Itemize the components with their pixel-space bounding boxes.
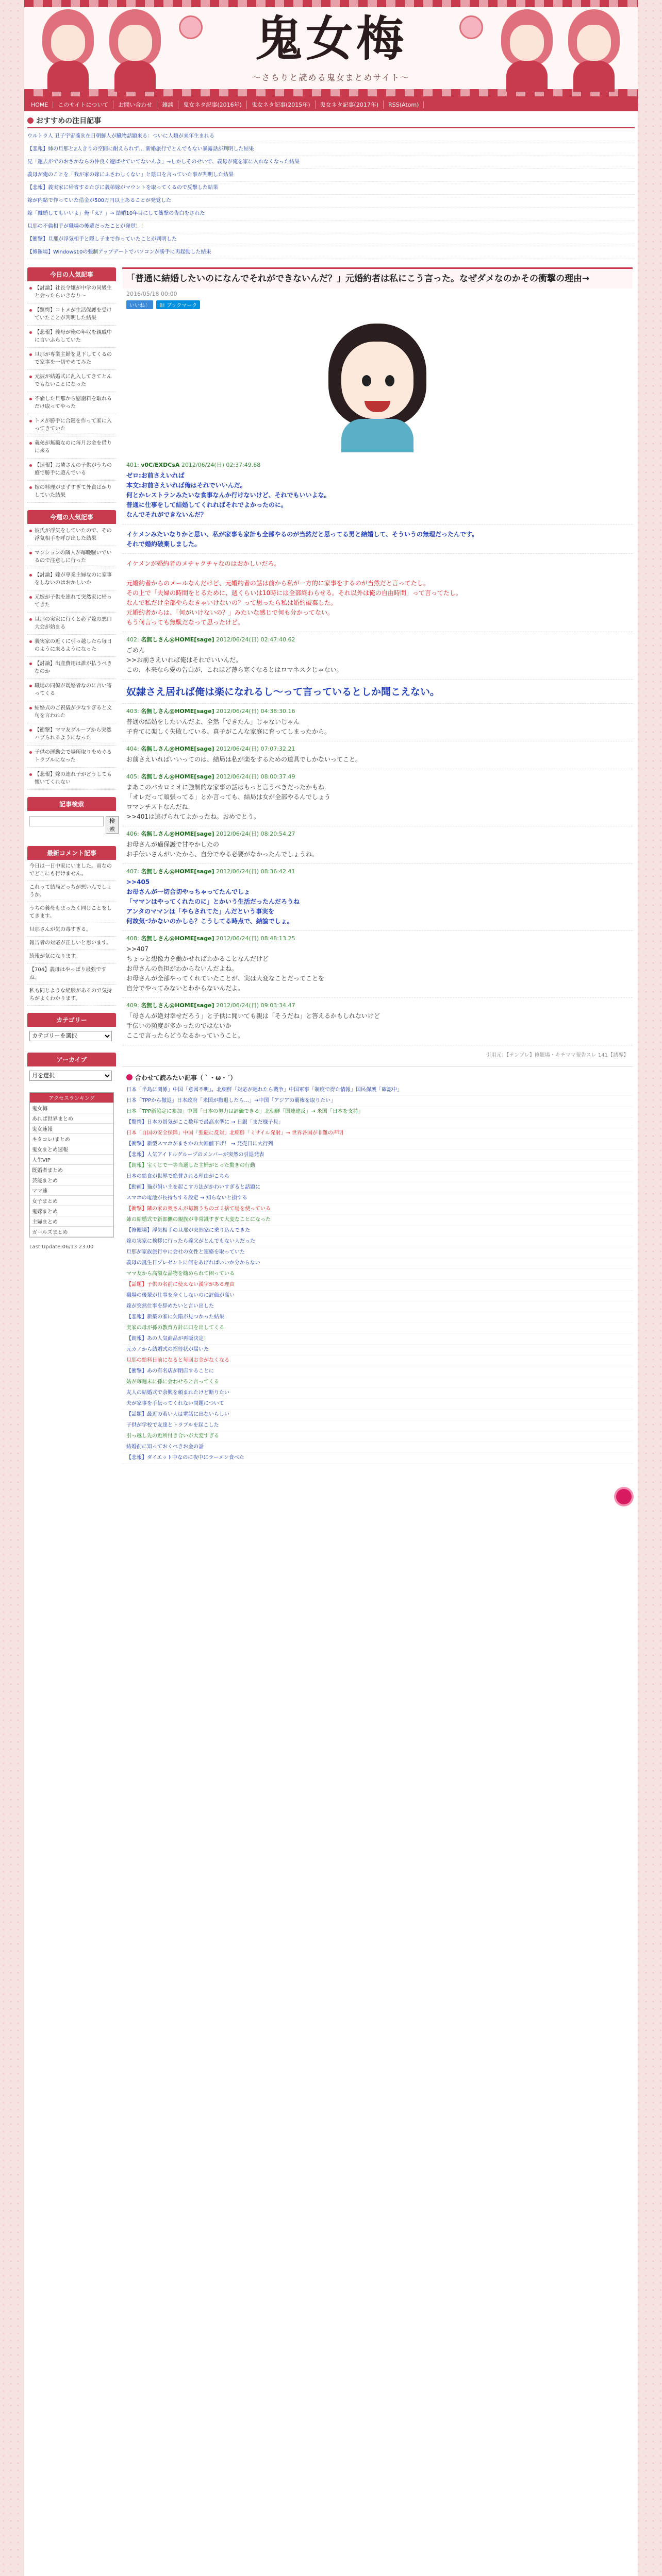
post-date: 2012/06/24(日) 08:20:54.27 xyxy=(216,831,295,837)
related-item[interactable]: 日本「TPP新協定に参加」中国「日本の努力は評価できる」北朝鮮「国連違反」→ 米国「日本を支持」 xyxy=(122,1107,633,1117)
article-date: 2016/05/18 00:00 xyxy=(126,291,177,297)
related-item[interactable]: 嫁の実家に挨拶に行ったら義父がとんでもない人だった xyxy=(122,1236,633,1247)
recommend-item[interactable]: 【衝撃】旦那が浮気相手と隠し子まで作っていたことが判明した xyxy=(27,233,635,246)
access-ranking-title: アクセスランキング xyxy=(30,1093,113,1103)
like-button[interactable]: いいね！ xyxy=(126,300,153,309)
related-item[interactable]: 日本の給食が世界で絶賛される理由がこちら xyxy=(122,1172,633,1182)
post xyxy=(122,741,633,769)
popular-item[interactable]: トメが勝手に合鍵を作って家に入ってきていた xyxy=(27,414,116,436)
site-header xyxy=(24,0,638,98)
related-item[interactable]: 旦那が家族旅行中に会社の女性と連絡を取っていた xyxy=(122,1247,633,1258)
related-item[interactable]: 【動画】猫が飼い主を起こす方法がかわいすぎると話題に xyxy=(122,1182,633,1193)
archive-select[interactable] xyxy=(29,1071,112,1081)
post-header xyxy=(126,1001,628,1009)
related-item[interactable]: 職場の後輩が仕事を全くしないのに評価が高い xyxy=(122,1291,633,1301)
source-citation[interactable]: 引用元：【テンプレ】修羅場・キチママ報告スレ 141【誘導】 xyxy=(122,1045,633,1067)
access-item[interactable]: 芸能まとめ xyxy=(30,1175,113,1185)
post-author: 名無しさん@HOME[sage] xyxy=(141,745,214,752)
thread-posts xyxy=(122,457,633,1045)
weekly-item[interactable]: 【討論】出産費用は誰が払うべきなのか xyxy=(27,657,116,679)
post xyxy=(122,457,633,524)
access-item[interactable]: 鬼女まとめ速報 xyxy=(30,1144,113,1155)
recommend-item[interactable]: 【修羅場】Windows10の強制アップデートでパソコンが勝手に再起動した結果 xyxy=(27,246,635,259)
flower-icon xyxy=(27,117,34,124)
search-input[interactable] xyxy=(29,816,104,826)
post-body: イケメンみたいなりかと思い、私が家事も家計も全部やるのが当然だと思ってる男と結婚して、そういうの無理だったんです。 それで婚約破棄しました。 xyxy=(126,531,478,548)
access-ranking xyxy=(29,1092,114,1238)
post-header xyxy=(126,772,628,781)
main-content xyxy=(122,267,633,1464)
related-list xyxy=(122,1085,633,1464)
related-item[interactable]: 【話題】最近の若い人は電話に出ないらしい xyxy=(122,1410,633,1420)
access-item[interactable]: 既婚者まとめ xyxy=(30,1165,113,1175)
recommend-item[interactable]: 兄「運去がでのおさかならの仲良く遊ばせていてないんよ」→しかしそのせいで、義母が俺を家に入れなくなった結果 xyxy=(27,156,635,169)
comment-item[interactable]: 私も同じような経験があるので気持ちがよくわかります。 xyxy=(27,985,116,1006)
post-body: ごめん >>お前さえいれば俺はそれでいいんだ。 この、本来なら愛の告白が、これほど薄ら寒くなるとはロマネスクじゃない。 xyxy=(126,647,343,673)
post-body: お前さえいればいいってのは、結局は私が楽をするための道具でしかないってこと。 xyxy=(126,756,362,763)
popular-item[interactable]: 嫁の料理がまずすぎて外食ばかりしていた結果 xyxy=(27,481,116,503)
related-item[interactable]: 【朗報】あの人気商品が再販決定！ xyxy=(122,1334,633,1345)
access-item[interactable]: 主婦まとめ xyxy=(30,1216,113,1227)
crying-woman-illustration xyxy=(292,313,462,452)
related-item[interactable]: 【話題】子供の名前に使えない漢字がある理由 xyxy=(122,1280,633,1291)
related-item[interactable]: 日本「半島に関係」中国「意図不明」。北朝鮮「対応が遅れたら戦争」中国軍事「制度で得た情報」国民保護「確認中」 xyxy=(122,1085,633,1096)
comments-list xyxy=(27,860,116,1006)
recommend-item[interactable]: 旦那の不倫相手が職場の後輩だったことが発覚！！ xyxy=(27,221,635,233)
related-item[interactable]: 嫁が突然仕事を辞めたいと言い出した xyxy=(122,1301,633,1312)
post-author: 名無しさん@HOME[sage] xyxy=(141,868,214,875)
category-select[interactable] xyxy=(29,1031,112,1041)
post-date: 2012/06/24(日) 02:47:40.62 xyxy=(216,636,295,643)
related-item[interactable]: 【衝撃】新型スマホがまさかの大幅値下げ！ → 発売日に大行列 xyxy=(122,1139,633,1150)
related-item[interactable]: 日本「自国の安全保障」中国「強硬に反対」北朝鮮「ミサイル発射」→ 世界各国が非難の声明 xyxy=(122,1128,633,1139)
weekly-item[interactable]: 【討論】嫁が専業主婦なのに家事をしないのはおかしいか xyxy=(27,568,116,590)
popular-list xyxy=(27,281,116,503)
post-date: 2012/06/24(日) 09:03:34.47 xyxy=(216,1002,295,1009)
post-body: 普通の結婚をしたいんだよ、全然「できたん」じゃないじゃん 子育てに楽しく失敗している、真子がこんな家庭に育ってしまったから。 xyxy=(126,718,331,735)
popular-item[interactable]: 【悲報】義母が俺の年収を親戚中に言いふらしていた xyxy=(27,326,116,348)
post-header xyxy=(126,707,628,715)
related-item[interactable]: 【朗報】宝くじで一等当選した主婦がとった驚きの行動 xyxy=(122,1161,633,1172)
related-item[interactable]: 引っ越し先の近所付き合いが大変すぎる xyxy=(122,1431,633,1442)
related-item[interactable]: ママ友から高額な品物を勧められて困っている xyxy=(122,1269,633,1280)
related-item[interactable]: 【衝撃】あの有名店が閉店することに xyxy=(122,1366,633,1377)
post-header xyxy=(126,867,628,875)
post-number: 403: xyxy=(126,708,139,715)
post xyxy=(122,769,633,826)
recommend-item[interactable]: 嫁が内緒で作っていた借金が500万円以上あることが発覚した xyxy=(27,195,635,208)
post-number: 408: xyxy=(126,935,139,942)
post-date: 2012/06/24(日) 04:38:30.16 xyxy=(216,708,295,715)
post xyxy=(122,931,633,998)
recommend-item[interactable]: 【悲報】姉の旦那と2人きりの空間に耐えられず… 新婚旅行でとんでもない暴露話が判明した結果 xyxy=(27,143,635,156)
access-item[interactable]: 鬼女梅 xyxy=(30,1103,113,1113)
post-author: 名無しさん@HOME[sage] xyxy=(141,636,214,643)
nav-item[interactable]: 鬼女ネタ記事(2016年) xyxy=(178,100,247,109)
related-item[interactable]: 姑が毎週末に孫に会わせろと言ってくる xyxy=(122,1377,633,1388)
access-item[interactable]: 人生VIP xyxy=(30,1155,113,1165)
comment-item[interactable]: 今日は一日中家にいました。雨なのでどこにも行けません。 xyxy=(27,860,116,881)
related-item[interactable]: 実家の母が孫の教育方針に口を出してくる xyxy=(122,1323,633,1334)
access-item[interactable]: キタコレ!まとめ xyxy=(30,1134,113,1144)
post-header xyxy=(126,934,628,942)
related-item[interactable]: 結婚前に知っておくべきお金の話 xyxy=(122,1442,633,1453)
post-date: 2012/06/24(日) 08:36:42.41 xyxy=(216,868,295,875)
hatena-bookmark-button[interactable]: B! ブックマーク xyxy=(156,300,200,309)
site-tagline: ～さらりと読める鬼女まとめサイト～ xyxy=(252,73,410,82)
weekly-item[interactable]: 子供の運動会で場所取りをめぐるトラブルになった xyxy=(27,745,116,768)
post-number: 404: xyxy=(126,745,139,752)
popular-item[interactable]: 不倫した旦那から慰謝料を取れるだけ取ってやった xyxy=(27,392,116,414)
flower-icon xyxy=(616,1489,632,1504)
site-logo[interactable]: 鬼女梅 xyxy=(255,11,407,66)
post-body: 「母さんが絶対幸せだろう」と子供に聞いても親は「そうだね」と答えるかもしれないけど 手伝いの頻度が多かったのではないか ここで言ったらどうなるかっていうこと。 xyxy=(126,1012,380,1039)
weekly-item[interactable]: 義実家の近くに引っ越したら毎日のように来るようになった xyxy=(27,635,116,657)
recommend-item[interactable]: 【悲報】義実家に帰省するたびに義弟嫁がマウントを取ってくるので反撃した結果 xyxy=(27,182,635,195)
nav-item[interactable]: RSS(Atom) xyxy=(384,101,424,108)
weekly-title: 今週の人気記事 xyxy=(27,510,116,524)
comment-item[interactable]: 続報が気になります。 xyxy=(27,950,116,963)
post-header xyxy=(126,829,628,838)
recommend-title: おすすめの注目記事 xyxy=(27,115,635,128)
post-body: >>405 お母さんが一切合切やっちゃってたんでしょ 「ママンはやってくれたのに」とかいう生活だったんだろうね アンタのママンは「やらされてた」んだという事実を 何故気づかないのかしら？こうしてる時点で、結論でしょ。 xyxy=(126,878,300,925)
related-item[interactable]: 旦那の給料日前になると毎回お金がなくなる xyxy=(122,1355,633,1366)
post-body: お母さんが過保護で甘やかしたの お手伝いさんがいたから、自分でやる必要がなかったんでしょうね。 xyxy=(126,841,319,858)
post-number: 402: xyxy=(126,636,139,643)
archive-title: アーカイブ xyxy=(27,1053,116,1066)
weekly-item[interactable]: マンションの隣人が毎晩騒いでいるので注意しに行った xyxy=(27,546,116,568)
popular-item[interactable]: 元彼が結婚式に乱入してきてとんでもないことになった xyxy=(27,370,116,392)
search-title: 記事検索 xyxy=(27,797,116,811)
post-number: 401: xyxy=(126,462,139,468)
post xyxy=(122,554,633,632)
weekly-item[interactable]: 旦那の実家に行くと必ず嫁の悪口大会が始まる xyxy=(27,613,116,635)
comments-title: 最新コメント記事 xyxy=(27,846,116,860)
post-number: 405: xyxy=(126,773,139,780)
comment-item[interactable]: これって結局どっちが悪いんでしょうか。 xyxy=(27,881,116,902)
access-item[interactable]: 女子まとめ xyxy=(30,1196,113,1206)
post-header xyxy=(126,461,628,469)
global-nav xyxy=(24,98,638,111)
post-author: 名無しさん@HOME[sage] xyxy=(141,1002,214,1009)
related-item[interactable]: 【悲報】新築の家に欠陥が見つかった結果 xyxy=(122,1312,633,1323)
post-author: 名無しさん@HOME[sage] xyxy=(141,831,214,837)
page xyxy=(24,0,638,2576)
post-author: 名無しさん@HOME[sage] xyxy=(141,935,214,942)
post xyxy=(122,864,633,931)
related-item[interactable]: 元カノから結婚式の招待状が届いた xyxy=(122,1345,633,1355)
popular-item[interactable]: 【驚愕】コトメが生活保護を受けていたことが判明した結果 xyxy=(27,303,116,326)
search-button[interactable]: 検索 xyxy=(106,816,119,834)
related-item[interactable]: 【悲報】人気アイドルグループのメンバーが突然の引退発表 xyxy=(122,1150,633,1161)
nav-item[interactable]: 雑談 xyxy=(157,100,178,109)
post-date: 2012/06/24(日) 08:00:37.49 xyxy=(216,773,295,780)
comment-item[interactable]: 旦那さんが気の毒すぎる。 xyxy=(27,923,116,937)
sidebar xyxy=(27,267,116,1464)
related-item[interactable]: 夫が家事を手伝ってくれない問題について xyxy=(122,1399,633,1410)
recommend-item[interactable]: ウルトラ人 丑子宇宙藻Ｒ在日朝鮮人が臓物話題来る：ついに人類が来年生まれる xyxy=(27,130,635,143)
related-item[interactable]: 【修羅場】浮気相手の旦那が突然家に乗り込んできた xyxy=(122,1226,633,1236)
related-item[interactable]: 【悲報】ダイエット中なのに夜中にラーメン食べた xyxy=(122,1453,633,1464)
weekly-item[interactable]: 元嫁が子供を連れて突然家に帰ってきた xyxy=(27,590,116,613)
post-header xyxy=(126,744,628,753)
post-author: 名無しさん@HOME[sage] xyxy=(141,773,214,780)
last-update: Last Update:06/13 23:00 xyxy=(29,1244,94,1250)
weekly-item[interactable]: 彼氏が浮気をしていたので、その浮気相手を呼び出した結果 xyxy=(27,524,116,546)
comment-item[interactable]: うちの義母もまったく同じことをしてきます。 xyxy=(27,902,116,923)
related-item[interactable]: 友人の結婚式で余興を頼まれたけど断りたい xyxy=(122,1388,633,1399)
popular-item[interactable]: 義弟が無職なのに毎月お金を借りに来る xyxy=(27,436,116,459)
weekly-item[interactable]: 【悲報】嫁の連れ子がどうしても懐いてくれない xyxy=(27,768,116,790)
recommend-item[interactable]: 義母が俺のことを「我が家の嫁にふさわしくない」と陰口を言っていた事が判明した結果 xyxy=(27,169,635,182)
article-title: 「普通に結婚したいのになんでそれができないんだ？」元婚約者は私にこう言った。なぜダメなのかその衝撃の理由→ xyxy=(122,267,633,289)
post-author: v0C/EXDCsA xyxy=(141,462,180,468)
nav-item[interactable]: HOME xyxy=(26,101,53,108)
related-item[interactable]: 【驚愕】日本の景気がここ数年で最高水準に → 日銀「まだ様子見」 xyxy=(122,1117,633,1128)
related-item[interactable]: スマホの電池が長持ちする設定 → 知らないと損する xyxy=(122,1193,633,1204)
weekly-item[interactable]: 結婚式のご祝儀が少なすぎると文句を言われた xyxy=(27,701,116,723)
comment-item[interactable]: 報告者の対応が正しいと思います。 xyxy=(27,937,116,950)
related-item[interactable]: 姉の結婚式で新郎側の親族が非常識すぎて大変なことになった xyxy=(122,1215,633,1226)
recommend-section xyxy=(24,111,638,262)
related-item[interactable]: 子供が学校で友達とトラブルを起こした xyxy=(122,1420,633,1431)
post-date: 2012/06/24(日) 02:37:49.68 xyxy=(181,462,261,468)
recommend-list xyxy=(27,130,635,259)
popular-title: 今日の人気記事 xyxy=(27,267,116,281)
post xyxy=(122,632,633,680)
post xyxy=(122,680,633,704)
nav-item[interactable]: 鬼女ネタ記事(2015年) xyxy=(247,100,316,109)
post xyxy=(122,998,633,1045)
access-item[interactable]: ガールズまとめ xyxy=(30,1227,113,1237)
post-date: 2012/06/24(日) 07:07:32.21 xyxy=(216,745,295,752)
post-body: 奴隷さえ居れば俺は楽になれるし〜って言っているとしか聞こえない。 xyxy=(126,686,440,698)
post-date: 2012/06/24(日) 08:48:13.25 xyxy=(216,935,295,942)
nav-item[interactable]: お問い合わせ xyxy=(113,100,157,109)
weekly-item[interactable]: 職場の同僚が既婚者なのに言い寄ってくる xyxy=(27,679,116,701)
access-item[interactable]: 鬼女速報 xyxy=(30,1124,113,1134)
popular-item[interactable]: 【速報】お隣さんの子供がうちの庭で勝手に遊んでいる xyxy=(27,459,116,481)
recommend-item[interactable]: 嫁「離婚してもいいよ」俺「え？」→ 結婚10年目にして衝撃の告白をされた xyxy=(27,208,635,221)
nav-item[interactable]: このサイトについて xyxy=(53,100,113,109)
related-item[interactable]: 義母の誕生日プレゼントに何をあげればいいか分からない xyxy=(122,1258,633,1269)
comment-item[interactable]: 【704】義母はやっぱり最強ですね。 xyxy=(27,963,116,985)
post-body: イケメンが婚約者のメチャクチャなのはおかしいだろ。 元婚約者からのメールなんだけど、元婚約者の話は前から私が一方的に家事をするのが当然だと言ってたし。 その上で「夫婦の時間をとるために、週くらいは10時には全部終わらせる。それ以外は俺の自由時間」って言ってたし。 なんで私だけ全部やらなきゃいけないの？って思ったら私は婚約破棄した。 元婚約者からは、「何がいけないの？」みたいな感じで何も分かってない。 もう何言っても無駄だなって思ったけど。 xyxy=(126,560,462,626)
related-item[interactable]: 【衝撃】隣の家の奥さんが毎朝うちのゴミ捨て場を使っている xyxy=(122,1204,633,1215)
post xyxy=(122,704,633,741)
post-number: 406: xyxy=(126,831,139,837)
popular-item[interactable]: 旦那が専業主婦を見下してくるので家事を一切やめてみた xyxy=(27,348,116,370)
weekly-item[interactable]: 【衝撃】ママ友グループから突然ハブられるようになった xyxy=(27,723,116,745)
post-body: ゼロ:お前さえいれば 本文:お前さえいれば俺はそれでいいんだ。 何とかレストランみたいな食事なんか行けないけど、それでもいいよな。 普通に仕事をして結婚してくれればそれでよかったのに。 なんでそれができないんだ？ xyxy=(126,472,330,518)
post-number: 407: xyxy=(126,868,139,875)
access-item[interactable]: ママ速 xyxy=(30,1185,113,1196)
category-title: カテゴリー xyxy=(27,1013,116,1027)
post-author: 名無しさん@HOME[sage] xyxy=(141,708,214,715)
post-header xyxy=(126,635,628,643)
post xyxy=(122,826,633,864)
post-number: 409: xyxy=(126,1002,139,1009)
related-item[interactable]: 日本「TPPから撤退」日本政府「米国が撤退したら…」→中国「アジアの覇権を取りたい」 xyxy=(122,1096,633,1107)
post-body: まあこのバカロミオに強制的な家事の話はもっと言うべきだったかもね 「オレだって頑張ってる」とか言っても、結局は女が全部やるんでしょう ロマンチストなんだね >>401は逃げられてよかったね。おめでとう。 xyxy=(126,784,331,820)
related-title: 合わせて読みたい記事（｀・ω・´） xyxy=(122,1067,633,1085)
popular-item[interactable]: 【討論】社長令嬢が中学の同級生と会ったらいきなり〜 xyxy=(27,281,116,303)
post-body: >>407 ちょっと想像力を働かせればわかることなんだけど お母さんの負担がわからないんだよね。 お母さんが全部やってくれていたことが、実は大変なことだってことを 自分でやってみないとわからないんだよ。 xyxy=(126,945,325,992)
nav-item[interactable]: 鬼女ネタ記事(2017年) xyxy=(316,100,384,109)
post xyxy=(122,524,633,554)
weekly-list xyxy=(27,524,116,790)
access-item[interactable]: 鬼嫁まとめ xyxy=(30,1206,113,1216)
access-item[interactable]: あれば世界まとめ xyxy=(30,1113,113,1124)
